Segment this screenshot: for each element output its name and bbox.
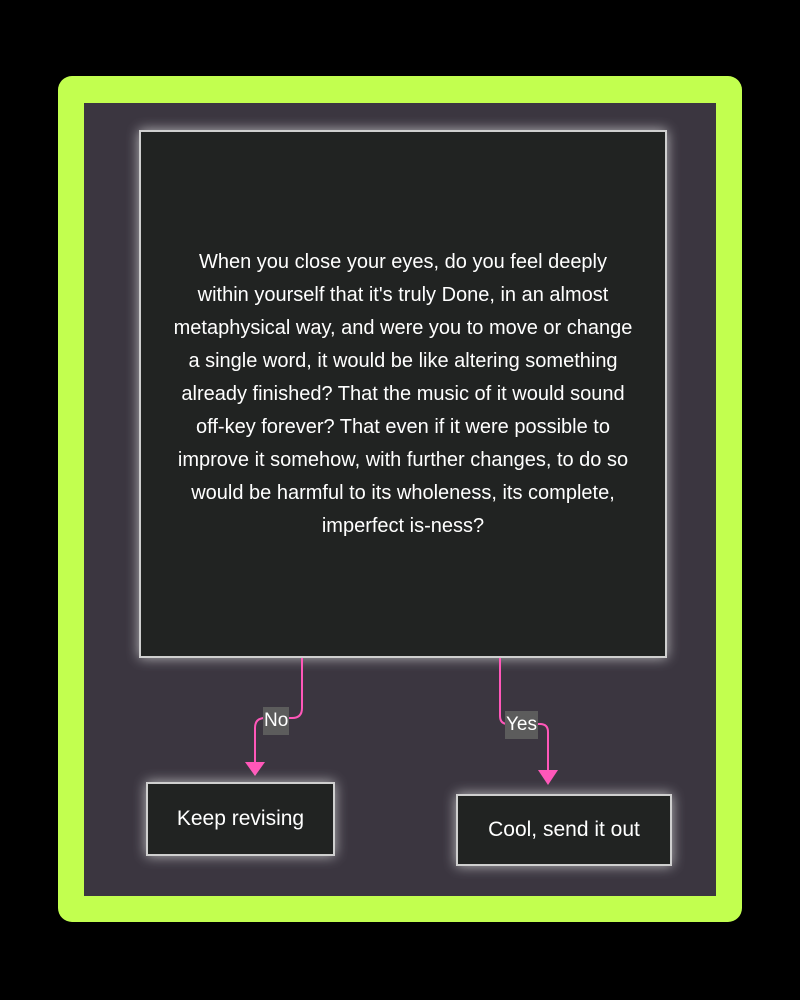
- question-text: When you close your eyes, do you feel deeply within yourself that it's truly Done, in an almost metaphysical way, and were you to move or change a single word, it would be like altering something already finished? That the music of it would sound off-key forever? That even if it were possible to improve it somehow, with further changes, to do so would be harmful to its wholeness, its complete, imperfect is-ness?: [173, 250, 633, 537]
- edge-label-yes: Yes: [505, 711, 538, 739]
- keep-revising-text: Keep revising: [176, 807, 305, 830]
- keep-revising-node: [146, 782, 335, 856]
- question-node: [139, 130, 667, 658]
- send-it-out-node: [456, 794, 672, 866]
- send-it-out-text: Cool, send it out: [488, 818, 640, 841]
- edge-label-no: No: [263, 707, 289, 735]
